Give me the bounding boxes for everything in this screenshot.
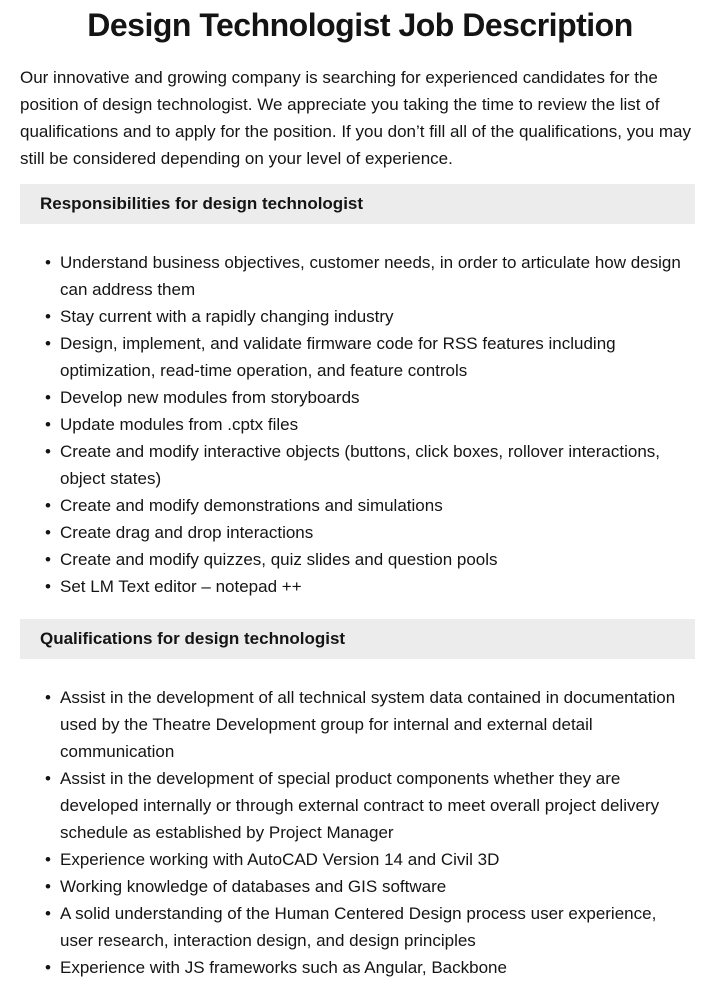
list-item: • Design, implement, and validate firmware code for RSS features including optimization, read-time operation, and feature controls — [20, 330, 695, 384]
list-item: • Working knowledge of databases and GIS software — [20, 873, 695, 900]
list-item: • Experience with JS frameworks such as Angular, Backbone — [20, 954, 695, 981]
list-item: • Stay current with a rapidly changing industry — [20, 303, 695, 330]
list-item: • Assist in the development of special product components whether they are developed internally or through external contract to meet overall project delivery schedule as established by Project Manager — [20, 765, 695, 846]
qualifications-list — [20, 684, 695, 981]
list-item: • Create and modify quizzes, quiz slides and question pools — [20, 546, 695, 573]
list-item: • Create drag and drop interactions — [20, 519, 695, 546]
list-item: • Create and modify interactive objects (buttons, click boxes, rollover interactions, object states) — [20, 438, 695, 492]
responsibilities-list — [20, 249, 695, 600]
list-item: • A solid understanding of the Human Centered Design process user experience, user research, interaction design, and design principles — [20, 900, 695, 954]
intro-paragraph: Our innovative and growing company is searching for experienced candidates for the position of design technologist. We appreciate you taking the time to review the list of qualifications and to apply for the position. If you don’t fill all of the qualifications, you may still be considered depending on your level of experience. — [20, 68, 691, 168]
list-item: • Assist in the development of all technical system data contained in documentation used by the Theatre Development group for internal and external detail communication — [20, 684, 695, 765]
list-item: • Create and modify demonstrations and simulations — [20, 492, 695, 519]
list-item: • Update modules from .cptx files — [20, 411, 695, 438]
responsibilities-section — [20, 184, 695, 600]
list-item: • Understand business objectives, customer needs, in order to articulate how design can address them — [20, 249, 695, 303]
list-item: • Develop new modules from storyboards — [20, 384, 695, 411]
list-item: • Set LM Text editor – notepad ++ — [20, 573, 695, 600]
qualifications-section — [20, 619, 695, 981]
qualifications-header-bar — [20, 619, 695, 659]
responsibilities-heading: Responsibilities for design technologist — [40, 194, 364, 213]
qualifications-heading: Qualifications for design technologist — [40, 629, 346, 648]
responsibilities-header-bar — [20, 184, 695, 224]
list-item: • Experience working with AutoCAD Version 14 and Civil 3D — [20, 846, 695, 873]
page-title: Design Technologist Job Description — [87, 7, 633, 43]
